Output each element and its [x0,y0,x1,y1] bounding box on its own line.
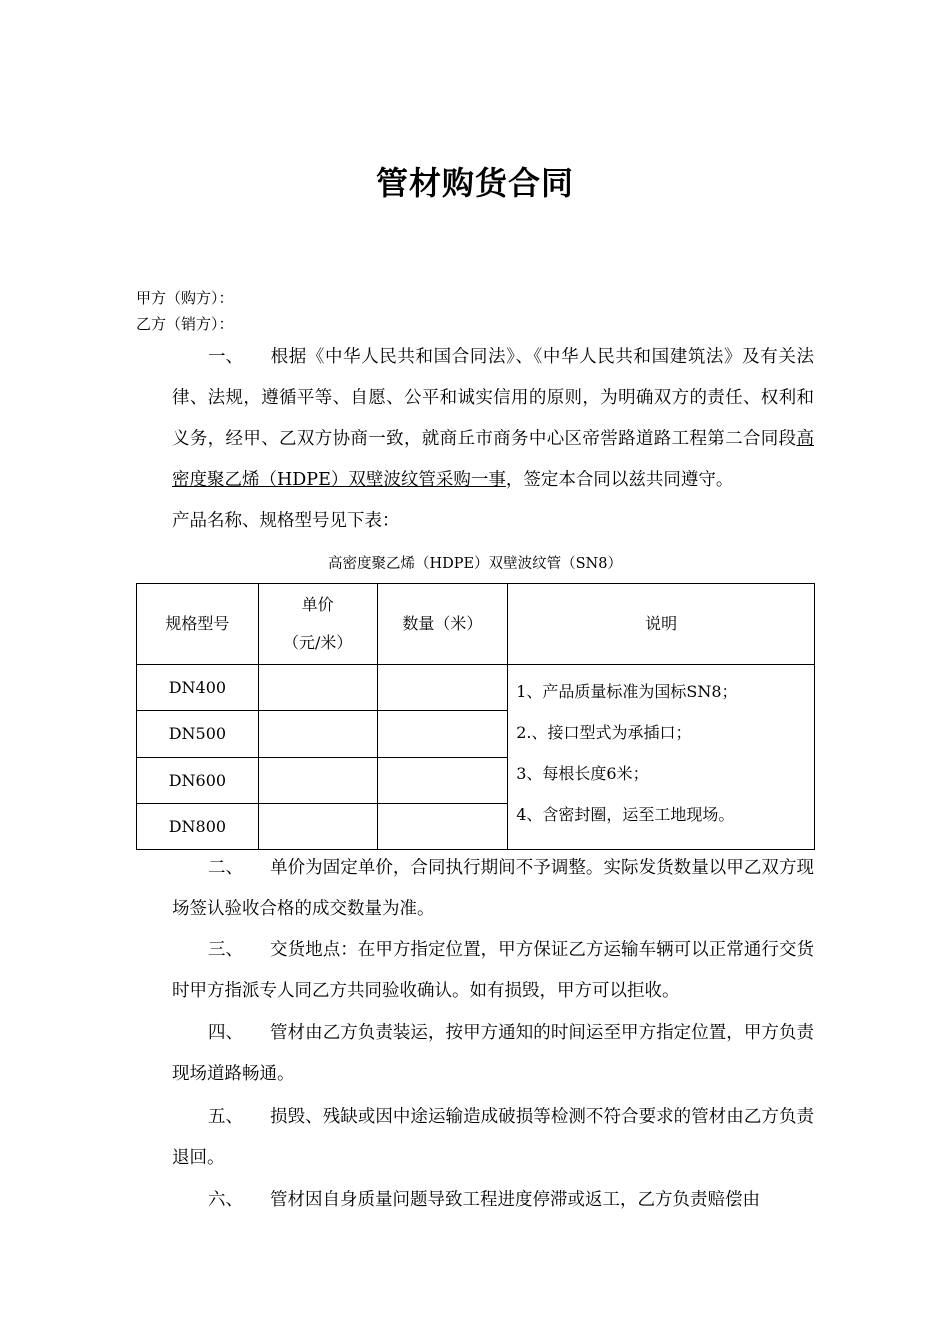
clause-2 [172,848,814,930]
table-header-row [137,584,815,665]
clause-2-text: 单价为固定单价，合同执行期间不予调整。实际发货数量以甲乙双方现场签认验收合格的成交数量为准。 [172,858,814,919]
clause-1 [172,337,814,542]
header-quantity: 数量（米） [377,584,508,665]
note-item: 4、含密封圈，运至工地现场。 [516,805,735,824]
model-cell: DN800 [137,803,259,849]
quantity-cell [377,711,508,757]
spec-table [136,583,815,850]
price-cell [258,757,377,803]
header-model: 规格型号 [137,584,259,665]
clause-4 [172,1013,814,1095]
table-caption: 高密度聚乙烯（HDPE）双壁波纹管（SN8） [328,556,622,572]
clause-2-number: 二、 [208,858,243,878]
note-item: 1、产品质量标准为国标SN8； [516,682,738,701]
quantity-cell [377,757,508,803]
clause-3 [172,930,814,1012]
clause-1-table-intro: 产品名称、规格型号见下表： [172,511,400,531]
table-row [137,665,815,711]
clause-6-text: 管材因自身质量问题导致工程进度停滞或返工，乙方负责赔偿由 [270,1190,760,1210]
clause-1-text-end: ，签定本合同以兹共同遵守。 [505,470,734,490]
clause-4-text: 管材由乙方负责装运，按甲方通知的时间运至甲方指定位置，甲方负责现场道路畅通。 [172,1023,814,1084]
clause-1-subject: 高密度聚乙烯（HDPE）双壁波纹管采购一事 [172,429,814,490]
clause-5-text: 损毁、残缺或因中途运输造成破损等检测不符合要求的管材由乙方负责退回。 [172,1107,814,1168]
clause-3-number: 三、 [208,940,243,960]
header-price-line2: （元/米） [282,633,353,652]
price-cell [258,803,377,849]
clause-5 [172,1097,814,1179]
party-a-label: 甲方（购方）： [136,289,234,307]
note-item: 2.、接口型式为承插口； [516,723,692,742]
header-price [258,584,377,665]
clause-1-text: 根据《中华人民共和国合同法》、《中华人民共和国建筑法》及有关法律、法规，遵循平等、自愿、公平和诚实信用的原则，为明确双方的责任、权利和义务，经甲、乙双方协商一致，就商丘市商务中心区帝喾路道路工程第二合同段 [172,347,814,449]
clause-5-number: 五、 [208,1107,243,1127]
contract-title: 管材购货合同 [375,164,574,202]
model-cell: DN500 [137,711,259,757]
header-price-line1: 单价 [301,595,334,614]
clause-1-number: 一、 [208,347,243,367]
clause-4-number: 四、 [208,1023,243,1043]
notes-cell [508,665,815,850]
clause-6-number: 六、 [208,1190,243,1210]
model-cell: DN600 [137,757,259,803]
note-item: 3、每根长度6米； [516,764,649,783]
quantity-cell [377,803,508,849]
clause-3-text: 交货地点：在甲方指定位置，甲方保证乙方运输车辆可以正常通行交货时甲方指派专人同乙方共同验收确认。如有损毁，甲方可以拒收。 [172,940,814,1001]
quantity-cell [377,665,508,711]
party-b-label: 乙方（销方）： [136,315,234,333]
price-cell [258,711,377,757]
price-cell [258,665,377,711]
model-cell: DN400 [137,665,259,711]
header-notes: 说明 [508,584,815,665]
clause-6 [172,1180,814,1221]
